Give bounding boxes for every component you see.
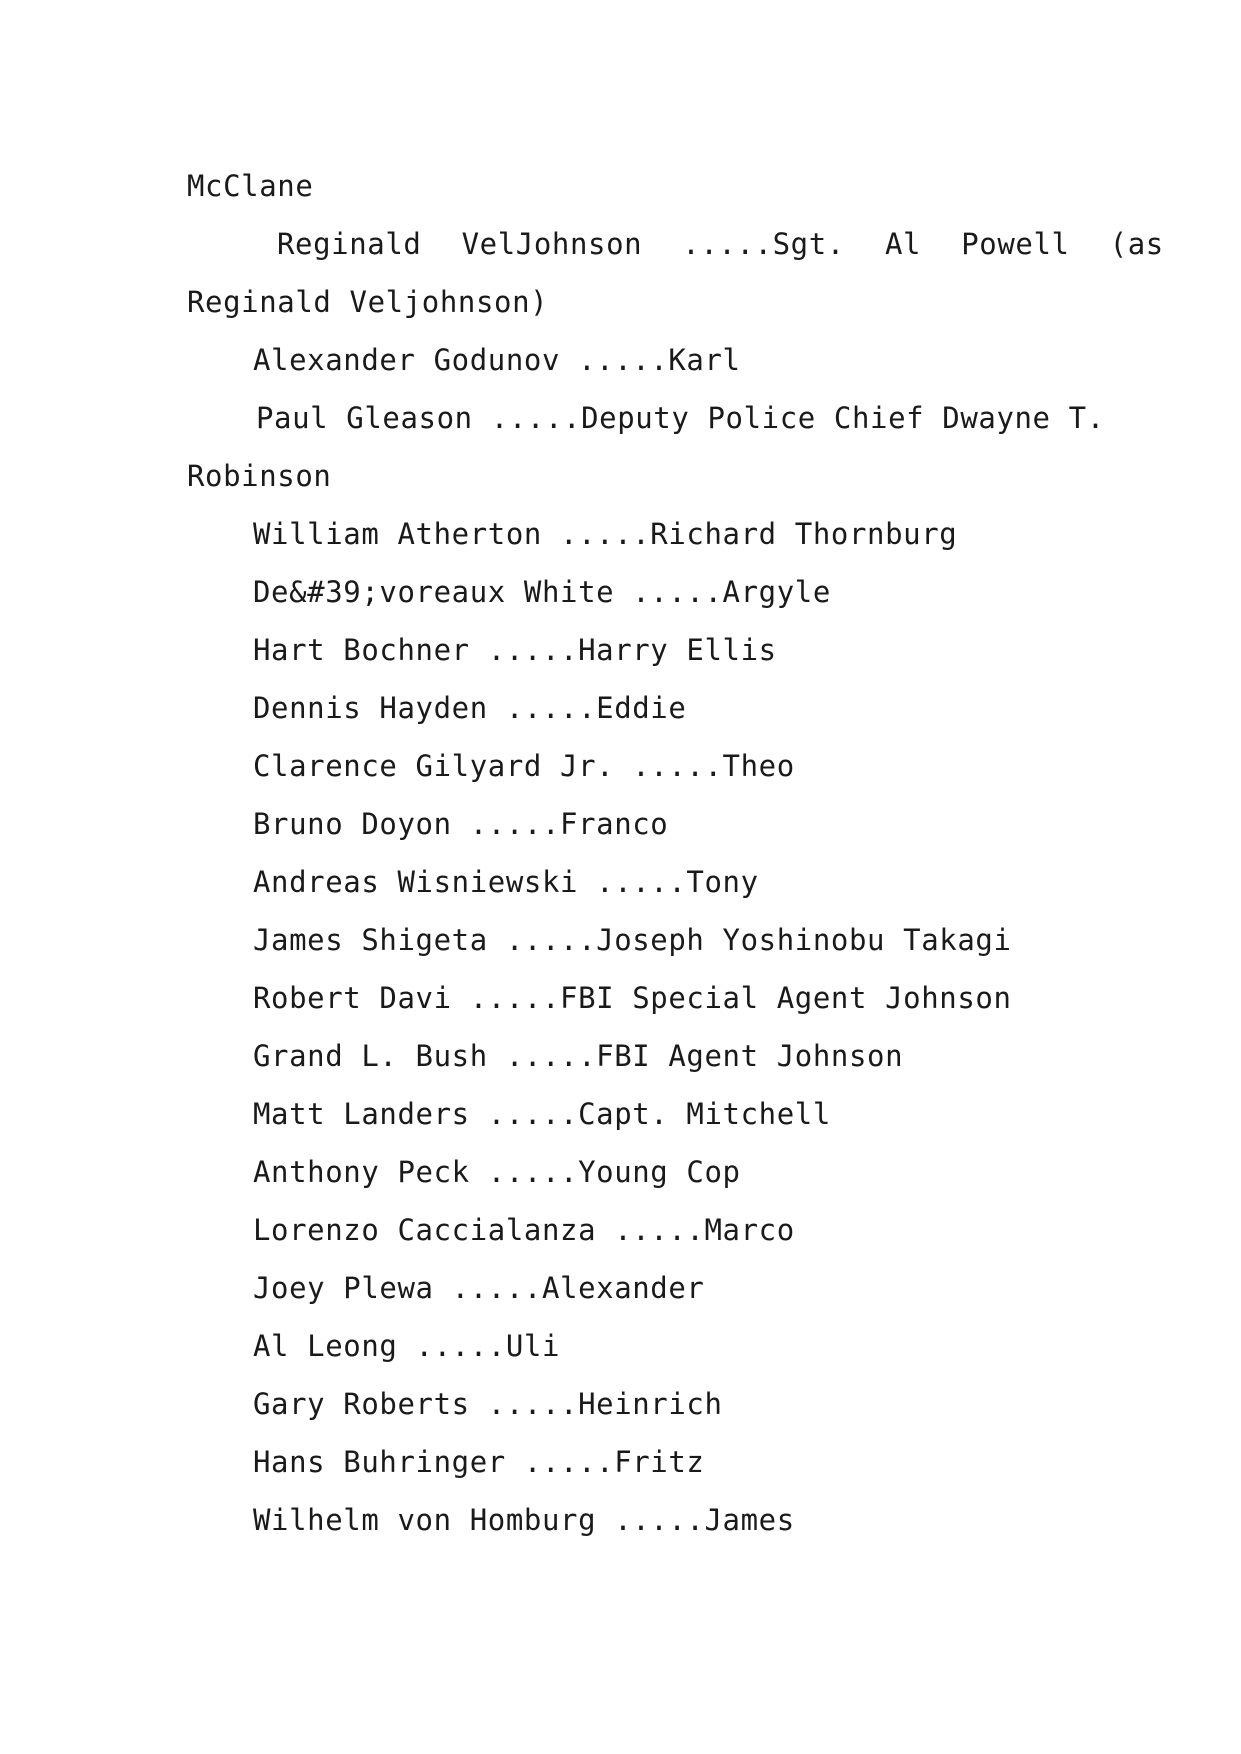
text-line: Gary Roberts .....Heinrich	[253, 1387, 723, 1421]
text-line: De&#39;voreaux White .....Argyle	[253, 575, 831, 609]
text-line: McClane	[187, 169, 314, 203]
text-line: Wilhelm von Homburg .....James	[253, 1503, 795, 1537]
text-line: James Shigeta .....Joseph Yoshinobu Takagi	[253, 923, 1012, 957]
text-line: Alexander Godunov .....Karl	[253, 343, 741, 377]
text-line: Hart Bochner .....Harry Ellis	[253, 633, 777, 667]
text-line: Joey Plewa .....Alexander	[253, 1271, 705, 1305]
text-line: Hans Buhringer .....Fritz	[253, 1445, 705, 1479]
text-line: Dennis Hayden .....Eddie	[253, 691, 687, 725]
text-line: Andreas Wisniewski .....Tony	[253, 865, 759, 899]
text-line: William Atherton .....Richard Thornburg	[253, 517, 958, 551]
text-line: Anthony Peck .....Young Cop	[253, 1155, 741, 1189]
text-line: Clarence Gilyard Jr. .....Theo	[253, 749, 795, 783]
text-line: Reginald Veljohnson)	[187, 285, 549, 319]
text-line: Reginald VelJohnson .....Sgt. Al Powell (as	[277, 227, 1164, 261]
text-line: Robert Davi .....FBI Special Agent Johnson	[253, 981, 1012, 1015]
text-line: Al Leong .....Uli	[253, 1329, 561, 1363]
text-line: Bruno Doyon .....Franco	[253, 807, 669, 841]
text-line: Lorenzo Caccialanza .....Marco	[253, 1213, 795, 1247]
text-line: Matt Landers .....Capt. Mitchell	[253, 1097, 831, 1131]
text-line: Paul Gleason .....Deputy Police Chief Dwayne T.	[256, 401, 1105, 435]
text-line: Grand L. Bush .....FBI Agent Johnson	[253, 1039, 904, 1073]
text-line: Robinson	[187, 459, 332, 493]
